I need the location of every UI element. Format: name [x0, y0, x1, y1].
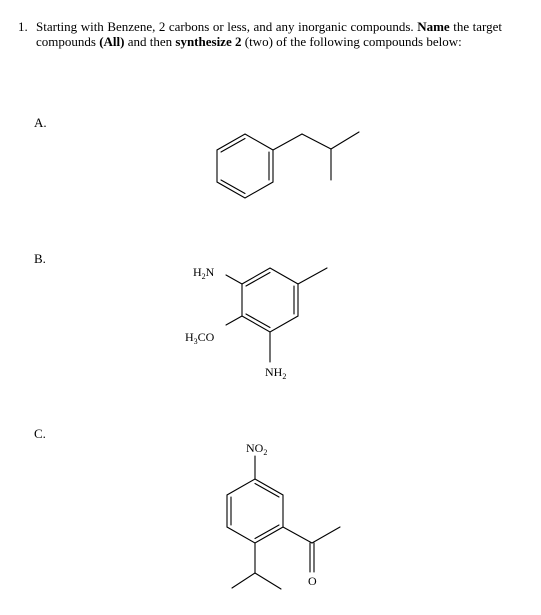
atom-label-h2n: $H_2N$: [193, 265, 215, 281]
bond-methyl: [298, 268, 327, 284]
question-number: 1.: [18, 19, 28, 34]
atom-label-h3co: $H_3CO$: [185, 330, 215, 346]
question-emphasis-name: Name: [417, 19, 450, 34]
bond-och3: [226, 316, 242, 325]
bond: [331, 132, 359, 149]
atom-label-oxygen: O: [308, 574, 317, 588]
question-text-part: the target compounds: [36, 19, 503, 49]
benzene-ring-c: [227, 479, 283, 543]
benzene-ring-b: [242, 268, 298, 332]
structure-c: [227, 456, 340, 589]
bond-isopropyl-methyl: [232, 573, 255, 588]
structure-b: [226, 268, 327, 362]
bond: [273, 134, 302, 150]
compound-label-b: B.: [34, 251, 46, 266]
structure-a: [217, 132, 359, 198]
atom-label-nh2: $NH_2$: [265, 365, 287, 381]
question-text-part: and then: [124, 34, 176, 49]
compound-label-a: A.: [34, 115, 47, 130]
compound-label-c: C.: [34, 426, 46, 441]
benzene-ring-a: [217, 134, 273, 198]
bond-acyl: [283, 527, 312, 543]
bond-acyl-methyl: [312, 527, 340, 543]
question-text-part: (two) of the following compounds below:: [241, 34, 462, 49]
question-emphasis-synthesize: synthesize 2: [175, 34, 242, 49]
bond-isopropyl-methyl: [255, 573, 281, 589]
question-emphasis-all: (All): [99, 34, 125, 49]
atom-label-no2: $NO_2$: [246, 441, 268, 457]
bond: [302, 134, 331, 149]
bond-nh2: [226, 275, 242, 284]
question-text-part: Starting with Benzene, 2 carbons or less, and any inorganic compounds.: [36, 19, 418, 34]
